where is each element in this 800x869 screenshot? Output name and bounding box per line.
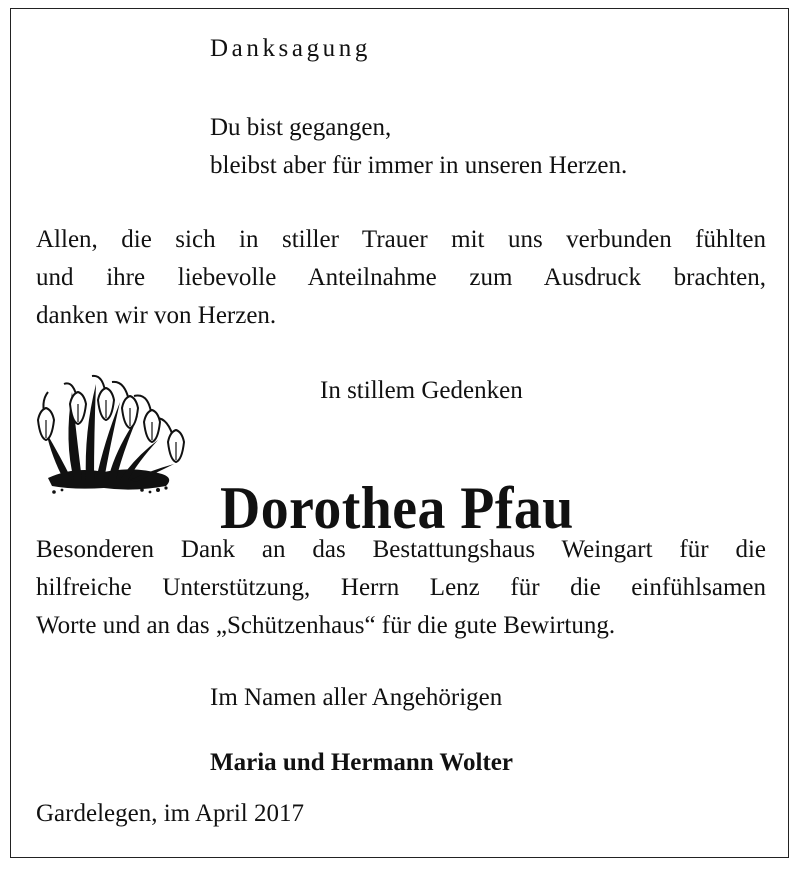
- poem: [210, 109, 627, 185]
- notice-heading: Danksagung: [210, 35, 371, 62]
- thanks-paragraph: [36, 221, 766, 335]
- thanks-line: und ihre liebevolle Anteilnahme zum Ausdruck brachten,: [36, 264, 766, 291]
- place-date: Gardelegen, im April 2017: [36, 800, 304, 827]
- special-thanks-line: Besonderen Dank an das Bestattungshaus Weingart für die: [36, 536, 766, 563]
- special-thanks-line: hilfreiche Unterstützung, Herrn Lenz für die einfühlsamen: [36, 574, 766, 601]
- remembrance-line: In stillem Gedenken: [320, 377, 523, 404]
- poem-line: bleibst aber für immer in unseren Herzen.: [210, 152, 628, 179]
- on-behalf-line: Im Namen aller Angehörigen: [210, 684, 503, 711]
- deceased-name: Dorothea Pfau: [220, 475, 574, 541]
- special-thanks-line: Worte und an das „Schützenhaus“ für die gute Bewirtung.: [36, 612, 616, 639]
- snowdrops-illustration: [34, 362, 196, 498]
- special-thanks-paragraph: [36, 531, 766, 645]
- thanks-line: danken wir von Herzen.: [36, 302, 277, 329]
- poem-line: Du bist gegangen,: [210, 114, 392, 141]
- thanks-line: Allen, die sich in stiller Trauer mit uns verbunden fühlten: [36, 226, 766, 253]
- signatories: Maria und Hermann Wolter: [210, 749, 514, 776]
